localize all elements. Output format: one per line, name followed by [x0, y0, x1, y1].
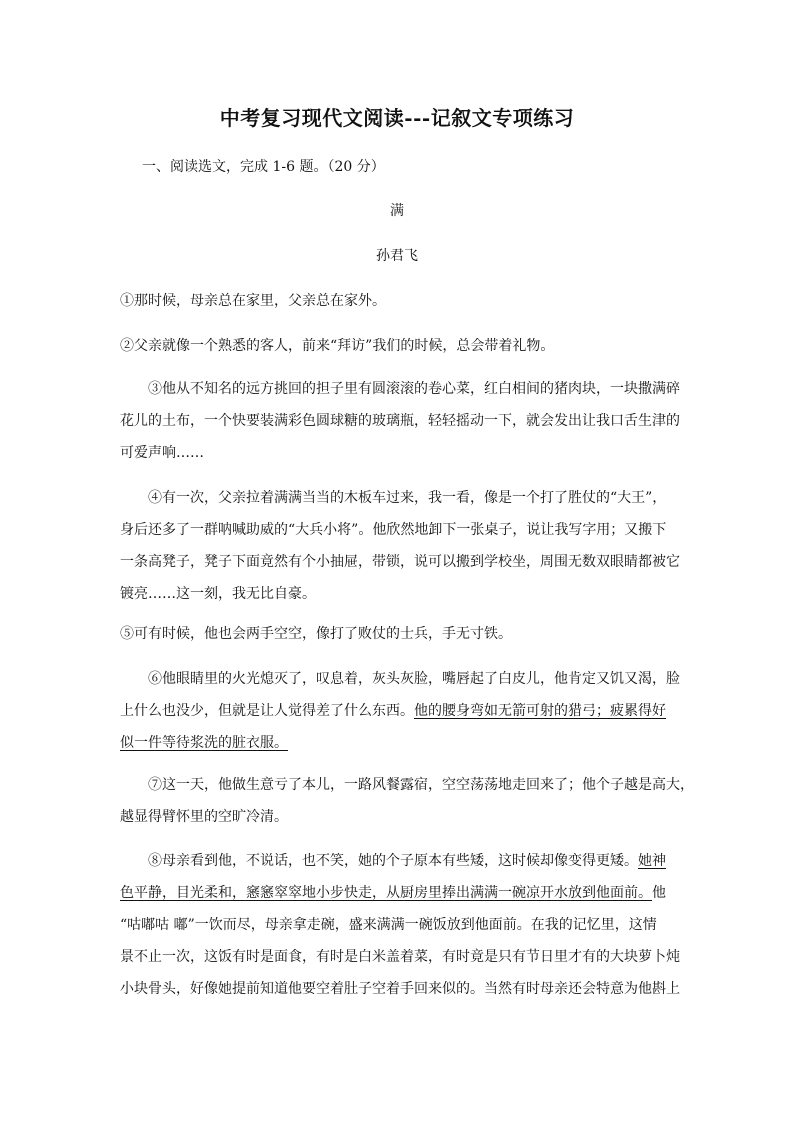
paragraph-line: 镀亮……这一刻，我无比自豪。 — [120, 586, 316, 602]
paragraph-line: 身后还多了一群呐喊助威的“大兵小将”。他欣然地卸下一张桌子，说让我写字用；又搬下 — [120, 522, 667, 538]
paragraph-5 — [120, 623, 680, 645]
story-title: 满 — [390, 203, 404, 219]
section-heading: 一、阅读选文，完成 1-6 题。（20 分） — [142, 159, 385, 175]
paragraph-6 — [120, 663, 680, 759]
paragraph-1 — [120, 290, 680, 312]
underlined-text: 色平静，目光柔和，窸窸窣窣地小步快走，从厨房里捧出满满一碗凉开水放到他面前。 — [120, 885, 652, 901]
paragraph-text: 上什么也没少，但就是让人觉得差了什么东西。 — [120, 703, 414, 719]
paragraph-line: 花儿的土布，一个快要装满彩色圆球糖的玻璃瓶，轻轻摇动一下，就会发出让我口舌生津的 — [120, 413, 680, 429]
paragraph-3 — [120, 373, 680, 469]
paragraph-line: ⑦这一天，他做生意亏了本儿，一路风餐露宿，空空荡荡地走回来了；他个子越是高大， — [148, 777, 694, 793]
paragraph-text: ⑧母亲看到他，不说话，也不笑，她的个子原本有些矮，这时候却像变得更矮。 — [148, 853, 638, 869]
paragraph-line: 小块骨头，好像她提前知道他要空着肚子空着手回来似的。当然有时母亲还会特意为他斟上 — [120, 981, 680, 997]
paragraph-line: ⑥他眼睛里的火光熄灭了，叹息着，灰头灰脸，嘴唇起了白皮儿，他肯定又饥又渴，脸 — [148, 671, 680, 687]
paragraph-8 — [120, 845, 680, 1005]
paragraph-line: ②父亲就像一个熟悉的客人，前来“拜访”我们的时候，总会带着礼物。 — [120, 338, 555, 354]
paragraph-line: 可爱声响…… — [120, 445, 204, 461]
document-title: 中考复习现代文阅读---记叙文专项练习 — [219, 106, 575, 130]
story-author: 孙君飞 — [376, 248, 418, 264]
paragraph-line: ⑤可有时候，他也会两手空空，像打了败仗的士兵，手无寸铁。 — [120, 626, 512, 642]
paragraph-4 — [120, 482, 680, 610]
paragraph-line: ④有一次，父亲拉着满满当当的木板车过来，我一看，像是一个打了胜仗的“大王”， — [148, 490, 667, 506]
paragraph-line — [120, 845, 680, 877]
paragraph-7 — [120, 769, 694, 833]
paragraph-line — [120, 727, 680, 759]
paragraph-line: ③他从不知名的远方挑回的担子里有圆滚滚的卷心菜，红白相间的猪肉块，一块撒满碎 — [148, 381, 680, 397]
paragraph-line: “咕嘟咕 嘟”一饮而尽，母亲拿走碗，盛来满满一碗饭放到他面前。在我的记忆里，这情 — [120, 917, 657, 933]
paragraph-line — [120, 877, 680, 909]
paragraph-line: 一条高凳子，凳子下面竟然有个小抽屉，带锁，说可以搬到学校坐，周围无数双眼睛都被它 — [120, 554, 680, 570]
underlined-text: 他的腰身弯如无箭可射的猎弓；疲累得好 — [414, 703, 666, 719]
paragraph-text: 他 — [652, 885, 666, 901]
paragraph-line: ①那时候，母亲总在家里，父亲总在家外。 — [120, 293, 386, 309]
paragraph-line: 越显得臂怀里的空旷冷清。 — [120, 809, 288, 825]
underlined-text: 似一件等待浆洗的脏衣服。 — [120, 735, 288, 751]
underlined-text: 她神 — [638, 853, 666, 869]
paragraph-line — [120, 695, 680, 727]
paragraph-line: 景不止一次，这饭有时是面食，有时是白米盖着菜，有时竟是只有节日里才有的大块萝卜炖 — [120, 949, 680, 965]
paragraph-2 — [120, 335, 680, 357]
